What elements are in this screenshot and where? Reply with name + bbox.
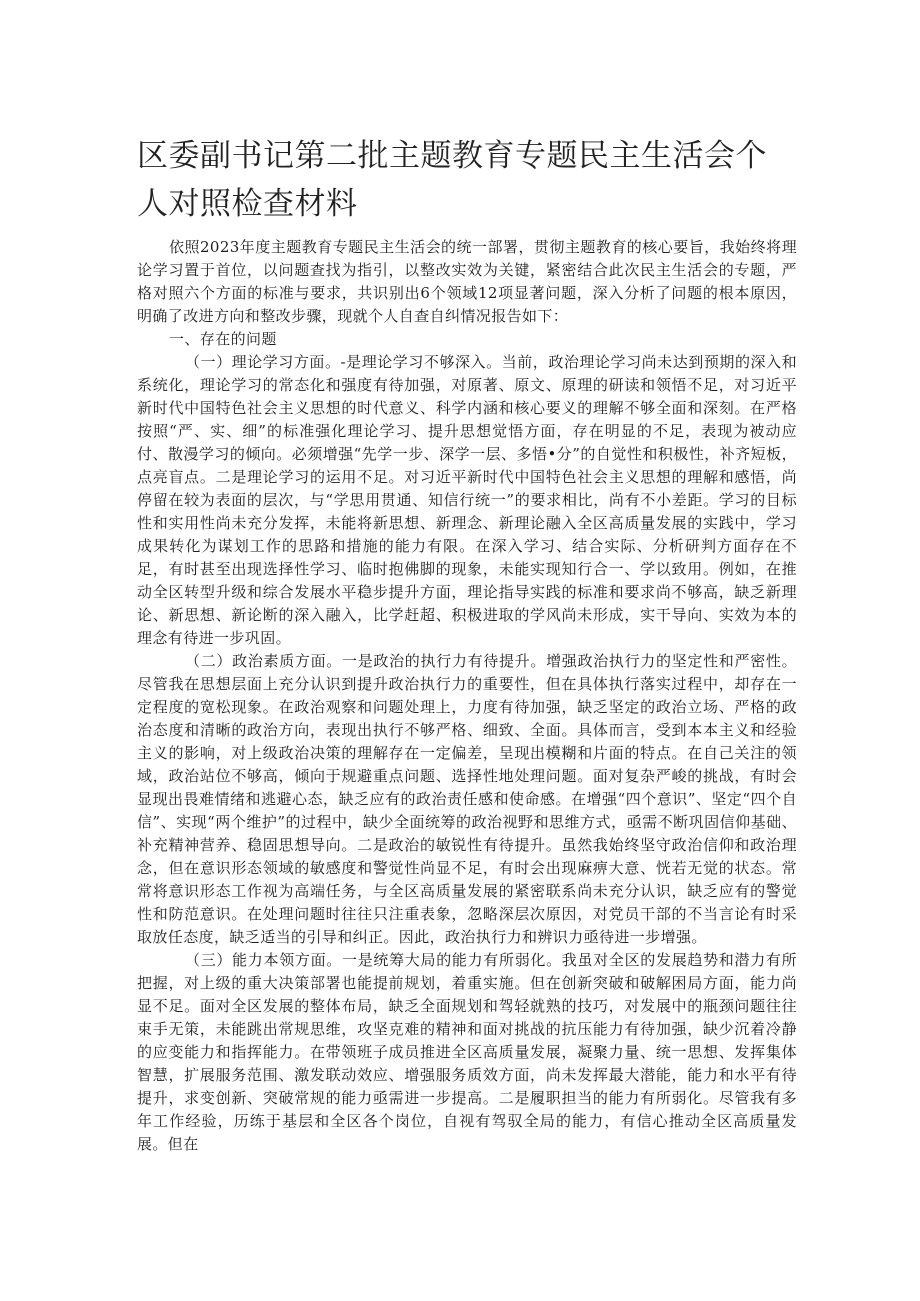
paragraph-political-quality: （二）政治素质方面。一是政治的执行力有待提升。增强政治执行力的坚定性和严密性。尽管我在思想层面上充分认识到提升政治执行力的重要性，但在具体执行落实过程中，却存在一定程度的宽松现象。在政治观察和问题处理上，力度有待加强，缺乏坚定的政治立场、严格的政治态度和清晰的政治方向，表现出执行不够严格、细致、全面。具体而言，受到本本主义和经验主义的影响，对上级政治决策的理解存在一定偏差，呈现出模糊和片面的特点。在自己关注的领域，政治站位不够高，倾向于规避重点问题、选择性地处理问题。面对复杂严峻的挑战，有时会显现出畏难情绪和逃避心态，缺乏应有的政治责任感和使命感。在增强“四个意识”、坚定“四个自信”、实现“两个维护”的过程中，缺少全面统筹的政治视野和思维方式，亟需不断巩固信仰基础、补充精神营养、稳固思想导向。二是政治的敏锐性有待提升。虽然我始终坚守政治信仰和政治理念，但在意识形态领域的敏感度和警觉性尚显不足，有时会出现麻痹大意、恍若无觉的状态。常常将意识形态工作视为高端任务，与全区高质量发展的紧密联系尚未充分认识，缺乏应有的警觉性和防范意识。在处理问题时往往只注重表象，忽略深层次原因，对党员干部的不当言论有时采取放任态度，缺乏适当的引导和纠正。因此，政治执行力和辨识力亟待进一步增强。 bbox=[137, 652, 797, 946]
section-heading-problems: 一、存在的问题 bbox=[169, 330, 277, 348]
paragraph-theory-study: （一）理论学习方面。-是理论学习不够深入。当前，政治理论学习尚未达到预期的深入和系统化，理论学习的常态化和强度有待加强，对原著、原文、原理的研读和领悟不足，对习近平新时代中国特色社会主义思想的时代意义、科学内涵和核心要义的理解不够全面和深刻。在严格按照“严、实、细”的标准强化理论学习、提升思想觉悟方面，存在明显的不足，表现为被动应付、散漫学习的倾向。必须增强“先学一步、深学一层、多悟•分”的自觉性和积极性，补齐短板，点亮盲点。二是理论学习的运用不足。对习近平新时代中国特色社会主义思想的理解和感悟，尚停留在较为表面的层次，与“学思用贯通、知信行统一”的要求相比，尚有不小差距。学习的目标性和实用性尚未充分发挥，未能将新思想、新理念、新理论融入全区高质量发展的实践中，学习成果转化为谋划工作的思路和措施的能力有限。在深入学习、结合实际、分析研判方面存在不足，有时甚至出现选择性学习、临时抱佛脚的现象，未能实现知行合一、学以致用。例如，在推动全区转型升级和综合发展水平稳步提升方面，理论指导实践的标准和要求尚不够高，缺乏新理论、新思想、新论断的深入融入，比学赶超、积极进取的学风尚未形成，实干导向、实效为本的理念有待进一步巩固。 bbox=[137, 353, 797, 647]
paragraph-ability: （三）能力本领方面。一是统筹大局的能力有所弱化。我虽对全区的发展趋势和潜力有所把握，对上级的重大决策部署也能提前规划，着重实施。但在创新突破和破解困局方面，能力尚显不足。面对全区发展的整体布局，缺乏全面规划和驾轻就熟的技巧，对发展中的瓶颈问题往往束手无策，未能跳出常规思维，攻坚克难的精神和面对挑战的抗压能力有待加强，缺少沉着冷静的应变能力和指挥能力。在带领班子成员推进全区高质量发展，凝聚力量、统一思想、发挥集体智慧，扩展服务范围、激发联动效应、增强服务质效方面，尚未发挥最大潜能，能力和水平有待提升，求变创新、突破常规的能力亟需进一步提高。二是履职担当的能力有所弱化。尽管我有多年工作经验，历练于基层和全区各个岗位，自视有驾驭全局的能力，有信心推动全区高质量发展。但在 bbox=[137, 951, 797, 1153]
intro-paragraph: 依照2023年度主题教育专题民主生活会的统一部署，贯彻主题教育的核心要旨，我始终将理论学习置于首位，以问题查找为指引，以整改实效为关键，紧密结合此次民主生活会的专题，严格对照六个方面的标准与要求，共识别出6个领域12项显著问题，深入分析了问题的根本原因，明确了改进方向和整改步骤，现就个人自查自纠情况报告如下： bbox=[137, 238, 797, 325]
document-body bbox=[137, 236, 797, 1156]
document-title: 区委副书记第二批主题教育专题民主生活会个人对照检查材料 bbox=[137, 138, 767, 222]
